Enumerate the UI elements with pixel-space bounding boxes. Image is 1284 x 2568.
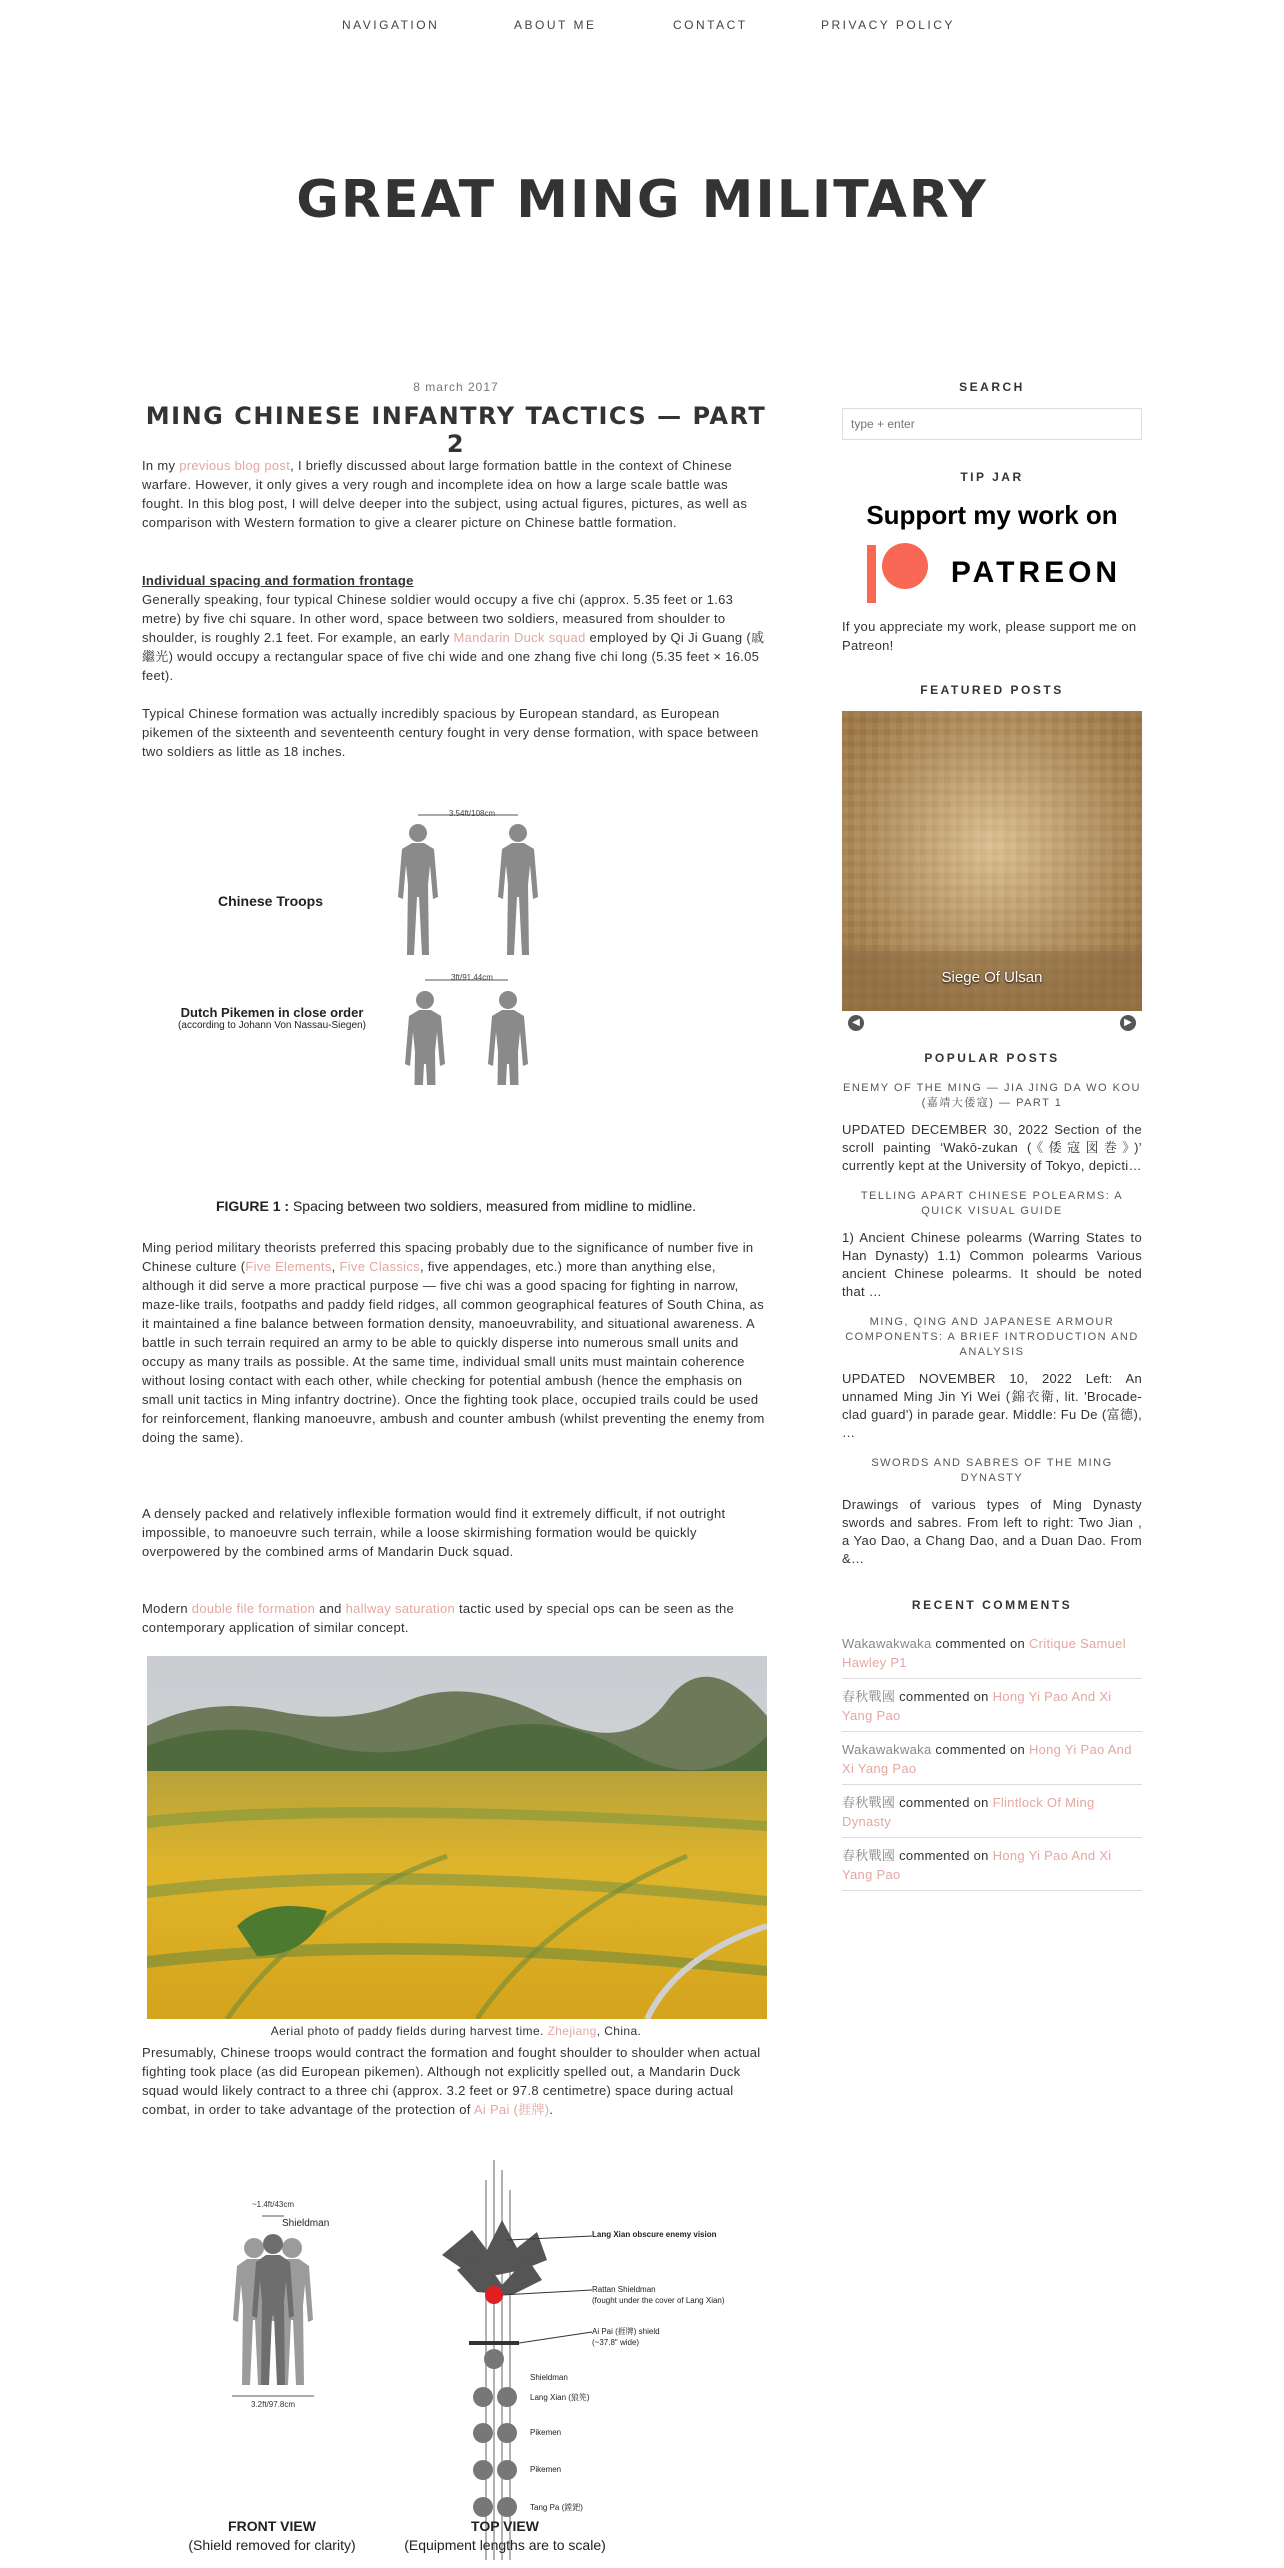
recent-comment: Wakawakwaka commented on Hong Yi Pao And Xi Yang Pao — [842, 1732, 1142, 1785]
ai-pai-shield — [469, 2341, 519, 2345]
site-title[interactable]: GREAT MING MILITARY — [296, 170, 988, 230]
soldier-silhouette — [405, 991, 445, 1085]
paragraph-european: Typical Chinese formation was actually incredibly spacious by European standard, as European pikemen of the sixteenth and seventeenth century fought in very dense formation, with space between two soldiers as little as 18 inches. — [142, 706, 759, 759]
comment-author[interactable]: Wakawakwaka — [842, 1636, 932, 1651]
label-pikemen-1: Pikemen — [530, 2428, 562, 2437]
label-dutch-pikemen: Dutch Pikemen in close order (according to Johann Von Nassau-Siegen) — [178, 1005, 366, 1031]
recent-comment: 春秋戰國 commented on Hong Yi Pao And Xi Yang Pao — [842, 1679, 1142, 1732]
comment-author[interactable]: 春秋戰國 — [842, 1689, 896, 1704]
recent-comment: Wakawakwaka commented on Critique Samuel Hawley P1 — [842, 1626, 1142, 1679]
popular-post-title[interactable]: SWORDS AND SABRES OF THE MING DYNASTY — [871, 1457, 1113, 1484]
label-shieldman: Shieldman — [282, 2218, 330, 2229]
label-top-view: TOP VIEW (Equipment lengths are to scale) — [404, 2518, 606, 2553]
popular-post-excerpt: Drawings of various types of Ming Dynasty swords and sabres. From left to right: Two Jian , a Yao Dao, a Chang Dao, and a Duan Dao. From &… — [842, 1497, 1142, 1566]
recent-comments-heading: RECENT COMMENTS — [911, 1598, 1073, 1612]
featured-post-caption: Siege Of Ulsan — [941, 969, 1043, 986]
patreon-logo-icon — [863, 541, 933, 605]
link-five-elements[interactable]: Five Elements — [245, 1259, 332, 1274]
comment-author[interactable]: Wakawakwaka — [842, 1742, 932, 1757]
search-heading: SEARCH — [959, 380, 1025, 394]
comment-post-link[interactable]: Hong Yi Pao And Xi Yang Pao — [842, 1689, 1112, 1723]
patreon-banner[interactable] — [842, 500, 1142, 605]
label-lang-xian-vision: Lang Xian obscure enemy vision — [592, 2230, 717, 2239]
soldier-silhouette — [398, 824, 438, 955]
figure-1-spacing — [142, 795, 770, 1085]
recent-comments-list — [842, 1626, 1142, 1891]
popular-post — [842, 1081, 1142, 1175]
label-ai-pai-shield: Ai Pai (捱牌) shield (~37.8" wide) — [592, 2327, 660, 2347]
paragraph-modern: Modern double file formation and hallway saturation tactic used by special ops can be seen as the contemporary application of similar concept. — [142, 1601, 735, 1635]
popular-post — [842, 1189, 1142, 1301]
photo-caption: Aerial photo of paddy fields during harvest time. Zhejiang, China. — [270, 2024, 642, 2038]
patreon-wordmark: PATREON — [950, 556, 1122, 589]
nav-item-privacy-policy[interactable]: PRIVACY POLICY — [821, 18, 955, 32]
figure-2-diagram — [142, 2160, 770, 2568]
post-title: MING CHINESE INFANTRY TACTICS — PART 2 — [145, 402, 767, 458]
rattan-shieldman-marker — [485, 2286, 503, 2304]
comment-author[interactable]: 春秋戰國 — [842, 1795, 896, 1810]
popular-post — [842, 1315, 1142, 1442]
popular-post-title[interactable]: ENEMY OF THE MING — JIA JING DA WO KOU (嘉靖大倭寇) — PART 1 — [842, 1082, 1141, 1109]
popular-post-title[interactable]: TELLING APART CHINESE POLEARMS: A QUICK VISUAL GUIDE — [860, 1190, 1124, 1217]
slider-next-icon[interactable]: ▶ — [1120, 1015, 1136, 1031]
nav-item-navigation[interactable]: NAVIGATION — [342, 18, 440, 32]
sidebar — [842, 380, 1142, 1891]
figure-1-caption: FIGURE 1 : Spacing between two soldiers, measured from midline to midline. — [215, 1198, 697, 1214]
featured-post-image — [842, 711, 1142, 1011]
label-rattan-shieldman: Rattan Shieldman (fought under the cover of Lang Xian) — [592, 2285, 725, 2305]
link-ai-pai[interactable]: Ai Pai (捱牌) — [473, 2102, 550, 2117]
recent-comment: 春秋戰國 commented on Hong Yi Pao And Xi Yang Pao — [842, 1838, 1142, 1891]
paragraph-number-five: Ming period military theorists preferred this spacing probably due to the significance of number five in Chinese culture (Five Elements, Five Classics, five appendages, etc.) more than anything else, although it did serve a more practical purpose — five chi was a good spacing for fighting in narrow, maze-like trails, footpaths and paddy field ridges, all common geographical features of South China, as it maintained a fine balance between formation density, manoeuvrability, and situational awareness. A battle in such terrain required an army to be able to quickly disperse into numerous small units and occupy as many trails as possible. At the same time, individual small units must maintain coherence without losing contact with each other, while checking for potential ambush (hence the emphasis on small unit tactics in Ming infantry doctrine). Once the fighting took place, occupied trails could be used for reinforcement, flanking manoeuvre, ambush and counter ambush (whilst preventing the enemy from doing the same). — [142, 1240, 765, 1445]
link-hallway-saturation[interactable]: hallway saturation — [345, 1601, 456, 1616]
popular-post-title[interactable]: MING, QING AND JAPANESE ARMOUR COMPONENTS: A BRIEF INTRODUCTION AND ANALYSIS — [845, 1316, 1139, 1358]
paragraph-intro: In my previous blog post, I briefly discussed about large formation battle in the context of Chinese warfare. However, it only gives a very rough and incomplete idea on how a large scale battle was fought. In this blog post, I will delve deeper into the subject, using actual figures, pictures, as well as comparison with Western formation to give a clearer picture on Chinese battle formation. — [142, 458, 748, 530]
tipjar-heading: TIP JAR — [960, 470, 1024, 484]
label-lang-xian: Lang Xian (狼筅) — [530, 2393, 590, 2402]
popular-post-excerpt: UPDATED NOVEMBER 10, 2022 Left: An unnamed Ming Jin Yi Wei (錦衣衛, lit. 'Brocade-clad guard') in parade gear. Middle: Fu De (富德), … — [842, 1371, 1142, 1440]
featured-post-slide[interactable] — [842, 711, 1142, 1011]
paragraph-spacing: Individual spacing and formation frontage Generally speaking, four typical Chinese soldier would occupy a five chi (approx. 5.35 feet or 1.63 metre) by five chi square. In other word, space between two soldiers, measured from shoulder to shoulder, is roughly 2.1 feet. For example, an early Mandarin Duck squad employed by Qi Ji Guang (戚繼光) would occupy a rectangular space of five chi wide and one zhang five chi long (5.35 feet × 16.05 feet). — [142, 571, 770, 685]
recent-comment: 春秋戰國 commented on Flintlock Of Ming Dynasty — [842, 1785, 1142, 1838]
link-zhejiang[interactable]: Zhejiang — [547, 2024, 597, 2038]
popular-heading: POPULAR POSTS — [924, 1051, 1060, 1065]
popular-post-excerpt: UPDATED DECEMBER 30, 2022 Section of the scroll painting ‘Wakō-zukan (《倭寇図巻》)’ currently kept at the University of Tokyo, depicti… — [842, 1122, 1142, 1173]
post-article — [142, 380, 770, 2553]
popular-posts-list — [842, 1081, 1142, 1568]
top-navigation — [0, 18, 1284, 38]
dimension-label: 3ft/91.44cm — [451, 973, 493, 982]
post-date: 8 march 2017 — [413, 380, 499, 394]
label-tang-pa: Tang Pa (鏜鈀) — [530, 2503, 583, 2512]
comment-post-link[interactable]: Hong Yi Pao And Xi Yang Pao — [842, 1742, 1132, 1776]
label-chinese-troops: Chinese Troops — [218, 893, 324, 909]
paragraph-dense-formation: A densely packed and relatively inflexible formation would find it extremely difficult, if not outright impossible, to manoeuvre such terrain, while a loose skirmishing formation would be quickly overpowered by the combined arms of Mandarin Duck squad. — [142, 1506, 726, 1559]
tipjar-text: If you appreciate my work, please support me on Patreon! — [842, 619, 1137, 653]
figure-2-formation — [142, 2160, 770, 2568]
comment-post-link[interactable]: Hong Yi Pao And Xi Yang Pao — [842, 1848, 1112, 1882]
popular-post — [842, 1456, 1142, 1568]
paragraph-contract-formation: Presumably, Chinese troops would contract the formation and fought shoulder to shoulder when actual fighting took place (as did European pikemen). Although not explicitly spelled out, a Mandarin Duck squad would likely contract to a three chi (approx. 3.2 feet or 97.8 centimetre) space during actual combat, in order to take advantage of the protection of Ai Pai (捱牌). — [142, 2045, 761, 2117]
comment-post-link[interactable]: Flintlock Of Ming Dynasty — [842, 1795, 1095, 1829]
slider-prev-icon[interactable]: ◀ — [848, 1015, 864, 1031]
comment-author[interactable]: 春秋戰國 — [842, 1848, 896, 1863]
dimension-label: ~1.4ft/43cm — [251, 2200, 295, 2209]
link-mandarin-duck-squad[interactable]: Mandarin Duck squad — [453, 630, 586, 645]
popular-post-excerpt: 1) Ancient Chinese polearms (Warring States to Han Dynasty) 1.1) Common polearms Various ancient Chinese polearms. It should be noted that … — [842, 1230, 1142, 1299]
paddy-field-photo — [147, 1656, 767, 2019]
nav-item-about-me[interactable]: ABOUT ME — [514, 18, 597, 32]
dimension-label: 3.54ft/108cm — [448, 809, 496, 818]
soldier-silhouette — [498, 824, 538, 955]
label-pikemen-2: Pikemen — [530, 2465, 562, 2474]
dimension-label: 3.2ft/97.8cm — [250, 2400, 296, 2409]
soldier-silhouette — [488, 991, 528, 1085]
nav-item-contact[interactable]: CONTACT — [673, 18, 748, 32]
label-front-view: FRONT VIEW (Shield removed for clarity) — [188, 2518, 356, 2553]
label-shieldman-top: Shieldman — [530, 2373, 568, 2382]
link-five-classics[interactable]: Five Classics — [339, 1259, 420, 1274]
comment-post-link[interactable]: Critique Samuel Hawley P1 — [842, 1636, 1126, 1670]
patreon-banner-text: Support my work on — [866, 500, 1118, 530]
paddy-field-image — [147, 1656, 767, 2019]
link-double-file-formation[interactable]: double file formation — [191, 1601, 316, 1616]
featured-heading: FEATURED POSTS — [920, 683, 1064, 697]
section-heading: Individual spacing and formation frontage — [142, 573, 414, 588]
search-input[interactable] — [842, 408, 1142, 440]
link-previous-blog-post[interactable]: previous blog post — [179, 458, 291, 473]
figure-1-diagram — [142, 795, 770, 1085]
